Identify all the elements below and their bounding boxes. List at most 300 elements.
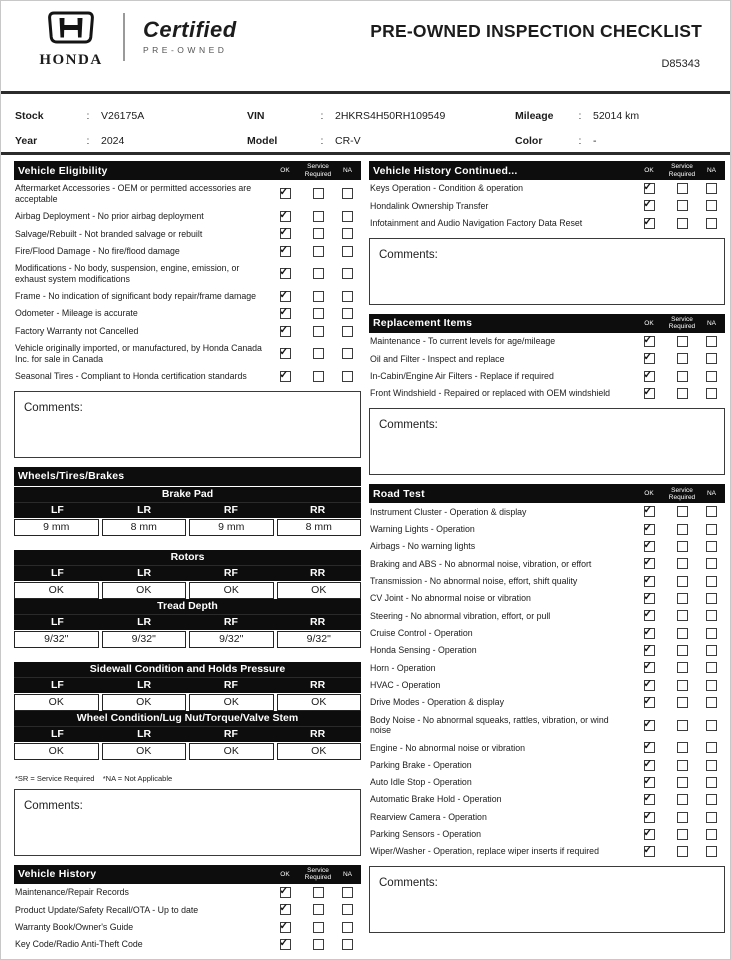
checkbox-ok-checked xyxy=(644,812,655,823)
checklist-item xyxy=(369,677,725,694)
checkbox-na xyxy=(342,904,353,915)
checkbox-ok-checked xyxy=(280,922,291,933)
checklist-item-label: Modifications - No body, suspension, engine, emission, or exhaust system modifications xyxy=(15,263,240,284)
checkbox-na xyxy=(342,922,353,933)
section-header-vehicle-history-continued xyxy=(369,161,725,180)
checkbox-cell-na xyxy=(698,506,725,517)
checklist-item xyxy=(14,322,361,339)
wheel-value-rr: OK xyxy=(277,743,362,760)
table-values-row xyxy=(14,630,361,648)
checkbox-cell-ok xyxy=(268,228,302,239)
checkbox-cell-service xyxy=(302,308,334,319)
checkbox-na xyxy=(706,742,717,753)
checkbox-cell-service xyxy=(666,541,698,552)
info-label: Stock xyxy=(15,109,44,122)
table-position-headers xyxy=(14,502,361,518)
checklist-item xyxy=(14,243,361,260)
position-header-rf: RF xyxy=(223,567,238,580)
document-number: D85343 xyxy=(661,58,700,70)
checkbox-ok-checked xyxy=(644,697,655,708)
checkbox-ok-checked xyxy=(644,541,655,552)
checkbox-na xyxy=(706,610,717,621)
checklist-item-label: Salvage/Rebuilt - Not branded salvage or rebuilt xyxy=(15,228,203,239)
table-title-sidewall-condition-and-holds-pressure: Sidewall Condition and Holds Pressure xyxy=(14,662,361,677)
checkbox-cell-na xyxy=(698,541,725,552)
checkbox-na xyxy=(342,291,353,302)
wheel-value-lr: OK xyxy=(102,694,187,711)
checkbox-cell-na xyxy=(698,200,725,211)
checkbox-service xyxy=(677,506,688,517)
table-position-headers xyxy=(14,726,361,742)
position-header-lf: LF xyxy=(50,504,64,517)
checkbox-cell-na xyxy=(334,348,361,359)
checklist-item xyxy=(369,739,725,756)
position-header-lr: LR xyxy=(137,567,152,580)
checkbox-cell-na xyxy=(698,645,725,656)
checklist-item xyxy=(369,791,725,808)
checkbox-na xyxy=(706,218,717,229)
checkbox-na xyxy=(706,593,717,604)
checkbox-na xyxy=(706,777,717,788)
checkbox-cell-na xyxy=(334,211,361,222)
checklist-item-label: CV Joint - No abnormal noise or vibration xyxy=(370,593,531,604)
checklist-item xyxy=(14,901,361,918)
checkbox-cell-na xyxy=(334,188,361,199)
checkbox-na xyxy=(706,720,717,731)
column-header-service: Service Required xyxy=(668,316,696,331)
checkbox-ok-checked xyxy=(280,228,291,239)
checklist-item-label: Warranty Book/Owner's Guide xyxy=(15,921,134,932)
checkbox-ok-checked xyxy=(644,777,655,788)
wheel-value-rf: OK xyxy=(189,694,274,711)
checkbox-cell-na xyxy=(698,777,725,788)
checkbox-cell-service xyxy=(302,211,334,222)
checklist-item xyxy=(369,607,725,624)
checkbox-service xyxy=(313,228,324,239)
position-header-rr: RR xyxy=(310,616,326,629)
info-field-vin xyxy=(247,110,515,122)
checkbox-na xyxy=(706,541,717,552)
checklist-item xyxy=(369,694,725,711)
checklist-item xyxy=(369,590,725,607)
checkbox-cell-na xyxy=(698,742,725,753)
info-value-stock: V26175A xyxy=(101,109,145,122)
checkbox-ok-checked xyxy=(280,308,291,319)
checklist-item-label: HVAC - Operation xyxy=(370,679,441,690)
checkbox-service xyxy=(677,218,688,229)
checkbox-cell-ok xyxy=(632,388,666,399)
checklist-item-label: Parking Brake - Operation xyxy=(370,759,472,770)
position-header-rr: RR xyxy=(310,679,326,692)
checkbox-cell-ok xyxy=(632,794,666,805)
checkbox-cell-ok xyxy=(632,610,666,621)
table-values-row xyxy=(14,693,361,711)
table-title-tread-depth: Tread Depth xyxy=(14,599,361,614)
checkbox-cell-service xyxy=(302,371,334,382)
checklist-item-label: Transmission - No abnormal noise, effort, shift quality xyxy=(370,576,578,586)
comments-box xyxy=(369,866,725,933)
checklist-item-label: Airbag Deployment - No prior airbag deployment xyxy=(15,211,204,222)
checkbox-service xyxy=(313,211,324,222)
checkbox-service xyxy=(677,628,688,639)
wheel-value-lf: OK xyxy=(14,743,99,760)
legend-note: *SR = Service Required *NA = Not Applicable xyxy=(15,773,173,783)
checklist-item-label: Airbags - No warning lights xyxy=(370,541,476,552)
wheel-value-lr: 9/32" xyxy=(102,631,187,648)
checklist-item xyxy=(14,884,361,901)
checkbox-cell-ok xyxy=(632,697,666,708)
checklist-item xyxy=(14,180,361,208)
comments-label: Comments: xyxy=(379,877,438,890)
checklist-item-label: Steering - No abnormal vibration, effort, or pull xyxy=(370,610,551,621)
checkbox-ok-checked xyxy=(644,524,655,535)
checkbox-cell-na xyxy=(334,887,361,898)
horizontal-rule-top xyxy=(1,91,730,94)
checklist-item-label: Body Noise - No abnormal squeaks, rattles, vibration, or wind noise xyxy=(370,714,609,736)
checkbox-cell-ok xyxy=(268,268,302,279)
position-header-rf: RF xyxy=(223,504,238,517)
checkbox-service xyxy=(677,680,688,691)
checkbox-cell-service xyxy=(666,524,698,535)
table-values-row xyxy=(14,742,361,760)
checkbox-cell-na xyxy=(698,680,725,691)
wheel-value-rf: 9 mm xyxy=(189,519,274,536)
checklist-item-label: Factory Warranty not Cancelled xyxy=(15,325,139,336)
checkbox-service xyxy=(677,742,688,753)
checkbox-na xyxy=(706,558,717,569)
info-label: Color xyxy=(515,134,543,147)
wheel-value-rr: 8 mm xyxy=(277,519,362,536)
checkbox-cell-ok xyxy=(632,720,666,731)
checkbox-service xyxy=(677,200,688,211)
checkbox-cell-service xyxy=(302,887,334,898)
checkbox-na xyxy=(706,812,717,823)
position-header-lr: LR xyxy=(137,504,152,517)
checkbox-cell-service xyxy=(666,183,698,194)
checkbox-ok-checked xyxy=(280,939,291,950)
position-header-lf: LF xyxy=(50,567,64,580)
wheel-value-rr: 9/32" xyxy=(277,631,362,648)
checkbox-na xyxy=(342,887,353,898)
table-position-headers xyxy=(14,677,361,693)
checkbox-cell-na xyxy=(698,812,725,823)
checkbox-cell-service xyxy=(666,628,698,639)
wheel-value-rr: OK xyxy=(277,582,362,599)
info-colon: : xyxy=(578,134,582,147)
checkbox-cell-service xyxy=(302,922,334,933)
checkbox-cell-service xyxy=(302,228,334,239)
position-header-rf: RF xyxy=(223,679,238,692)
checkbox-service xyxy=(677,371,688,382)
position-header-rr: RR xyxy=(310,567,326,580)
section-vehicle-history xyxy=(14,865,361,953)
checkbox-cell-ok xyxy=(632,742,666,753)
checklist-item xyxy=(369,180,725,197)
checklist-item-label: Horn - Operation xyxy=(370,662,436,673)
comments-label: Comments: xyxy=(24,799,83,812)
checklist-item-label: Oil and Filter - Inspect and replace xyxy=(370,353,505,364)
column-header-na: NA xyxy=(342,870,353,878)
info-value-year: 2024 xyxy=(101,134,125,147)
checklist-item xyxy=(369,197,725,214)
section-title: Vehicle History Continued... xyxy=(373,164,518,177)
checklist-item xyxy=(14,340,361,368)
checklist-item-label: Infotainment and Audio Navigation Factory Data Reset xyxy=(370,218,583,229)
checklist-item-label: Frame - No indication of significant body repair/frame damage xyxy=(15,291,257,302)
checklist-item xyxy=(14,936,361,953)
checkbox-ok-checked xyxy=(644,506,655,517)
checkbox-na xyxy=(706,760,717,771)
checkbox-ok-checked xyxy=(644,628,655,639)
checkbox-ok-checked xyxy=(280,246,291,257)
checkbox-cell-service xyxy=(666,760,698,771)
checkbox-ok-checked xyxy=(644,846,655,857)
checklist-item-label: Product Update/Safety Recall/OTA - Up to date xyxy=(15,904,199,915)
checklist-item-label: Auto Idle Stop - Operation xyxy=(370,777,472,788)
info-label: VIN xyxy=(247,109,265,122)
checkbox-cell-ok xyxy=(268,887,302,898)
checkbox-service xyxy=(677,558,688,569)
wheel-value-lf: OK xyxy=(14,694,99,711)
position-header-rf: RF xyxy=(223,616,238,629)
checkbox-service xyxy=(313,326,324,337)
checkbox-ok-checked xyxy=(280,326,291,337)
checkbox-cell-ok xyxy=(268,211,302,222)
position-header-rf: RF xyxy=(223,728,238,741)
checkbox-cell-service xyxy=(302,939,334,950)
checkbox-cell-ok xyxy=(632,662,666,673)
checkbox-cell-na xyxy=(698,524,725,535)
checkbox-na xyxy=(342,939,353,950)
info-label: Mileage xyxy=(515,109,554,122)
position-header-lf: LF xyxy=(50,728,64,741)
checkbox-cell-service xyxy=(302,268,334,279)
checkbox-cell-na xyxy=(334,326,361,337)
wheel-table-group xyxy=(14,662,361,760)
vehicle-info-row xyxy=(15,106,724,125)
table-title-wheel-condition-lug-nut-torque-valve-stem: Wheel Condition/Lug Nut/Torque/Valve Stem xyxy=(14,711,361,726)
section-title: Vehicle History xyxy=(18,868,97,881)
checkbox-cell-ok xyxy=(632,645,666,656)
checkbox-ok-checked xyxy=(644,336,655,347)
honda-h-icon xyxy=(46,11,96,51)
checkbox-na xyxy=(706,697,717,708)
checkbox-ok-checked xyxy=(280,348,291,359)
checkbox-service xyxy=(677,336,688,347)
checkbox-cell-na xyxy=(334,291,361,302)
checkbox-ok-checked xyxy=(644,576,655,587)
column-header-ok: OK xyxy=(644,319,654,327)
position-header-lr: LR xyxy=(137,616,152,629)
checklist-item xyxy=(369,215,725,232)
wheel-value-lf: 9/32" xyxy=(14,631,99,648)
checkbox-cell-ok xyxy=(268,188,302,199)
checkbox-cell-ok xyxy=(632,353,666,364)
checkbox-cell-service xyxy=(666,812,698,823)
checkbox-service xyxy=(313,246,324,257)
section-vehicle-history-continued xyxy=(369,161,725,232)
checkbox-cell-ok xyxy=(268,922,302,933)
checkbox-cell-service xyxy=(302,348,334,359)
checkbox-na xyxy=(706,846,717,857)
checkbox-service xyxy=(313,887,324,898)
checkbox-ok-checked xyxy=(644,388,655,399)
checklist-item xyxy=(369,538,725,555)
checkbox-service xyxy=(313,904,324,915)
checkbox-cell-ok xyxy=(268,308,302,319)
checkbox-service xyxy=(677,593,688,604)
checklist-item-label: Honda Sensing - Operation xyxy=(370,645,477,656)
position-header-rr: RR xyxy=(310,504,326,517)
checklist-item-label: Warning Lights - Operation xyxy=(370,524,475,535)
checklist-item xyxy=(14,208,361,225)
checkbox-na xyxy=(342,371,353,382)
checklist-item xyxy=(369,756,725,773)
checklist-item xyxy=(369,808,725,825)
table-position-headers xyxy=(14,614,361,630)
checkbox-cell-ok xyxy=(268,246,302,257)
certified-text: Certified xyxy=(143,17,237,42)
checkbox-na xyxy=(342,326,353,337)
checklist-item-label: Cruise Control - Operation xyxy=(370,627,473,638)
checkbox-cell-ok xyxy=(632,371,666,382)
checkbox-cell-service xyxy=(666,371,698,382)
checklist-item xyxy=(369,333,725,350)
checkbox-cell-na xyxy=(698,218,725,229)
checkbox-cell-na xyxy=(698,760,725,771)
checkbox-service xyxy=(677,829,688,840)
checkbox-cell-service xyxy=(666,846,698,857)
checklist-item xyxy=(369,368,725,385)
checkbox-cell-ok xyxy=(632,524,666,535)
checklist-item-label: Maintenance - To current levels for age/mileage xyxy=(370,336,556,347)
checkbox-na xyxy=(706,628,717,639)
checkbox-cell-service xyxy=(302,904,334,915)
checkbox-service xyxy=(677,662,688,673)
checkbox-ok-checked xyxy=(644,353,655,364)
checkbox-cell-na xyxy=(698,371,725,382)
wheel-value-rf: OK xyxy=(189,582,274,599)
checkbox-cell-na xyxy=(334,939,361,950)
wheel-value-rr: OK xyxy=(277,694,362,711)
header-divider xyxy=(123,13,125,61)
checkbox-cell-service xyxy=(666,610,698,621)
checklist-item-label: Parking Sensors - Operation xyxy=(370,829,481,840)
checkbox-cell-na xyxy=(698,628,725,639)
checklist-item-label: Fire/Flood Damage - No fire/flood damage xyxy=(15,245,180,256)
checkbox-cell-service xyxy=(666,662,698,673)
column-header-service: Service Required xyxy=(304,867,332,882)
checklist-item-label: Automatic Brake Hold - Operation xyxy=(370,794,502,805)
checklist-item xyxy=(14,225,361,242)
checkbox-na xyxy=(706,183,717,194)
horizontal-rule-info xyxy=(1,152,730,155)
section-title: Vehicle Eligibility xyxy=(18,164,108,177)
checkbox-cell-ok xyxy=(632,183,666,194)
document-header xyxy=(1,1,730,92)
info-value-model: CR-V xyxy=(335,134,361,147)
brand-name: HONDA xyxy=(39,52,103,68)
checkbox-service xyxy=(677,610,688,621)
wheel-value-lr: OK xyxy=(102,743,187,760)
checkbox-cell-ok xyxy=(268,939,302,950)
column-header-ok: OK xyxy=(644,490,654,498)
right-column xyxy=(369,161,725,942)
wheel-value-lf: 9 mm xyxy=(14,519,99,536)
checkbox-cell-ok xyxy=(268,348,302,359)
checklist-item-label: Vehicle originally imported, or manufactured, by Honda Canada Inc. for sale in Canada xyxy=(15,343,262,364)
checklist-item xyxy=(369,521,725,538)
checklist-item xyxy=(369,843,725,860)
checklist-item-label: Hondalink Ownership Transfer xyxy=(370,200,489,211)
checkbox-ok-checked xyxy=(644,371,655,382)
checklist-item-label: Instrument Cluster - Operation & display xyxy=(370,506,527,517)
checkbox-service xyxy=(677,541,688,552)
section-replacement-items xyxy=(369,314,725,402)
left-column xyxy=(14,161,361,953)
checklist-item-label: Odometer - Mileage is accurate xyxy=(15,308,138,319)
checkbox-service xyxy=(677,720,688,731)
checkbox-cell-ok xyxy=(632,812,666,823)
checklist-item xyxy=(14,288,361,305)
checkbox-service xyxy=(677,524,688,535)
checkbox-ok-checked xyxy=(280,188,291,199)
checkbox-cell-ok xyxy=(268,904,302,915)
column-header-ok: OK xyxy=(280,870,290,878)
info-value-mileage: 52014 km xyxy=(593,109,640,122)
column-header-ok: OK xyxy=(644,166,654,174)
info-field-stock xyxy=(15,110,247,122)
checklist-item xyxy=(369,573,725,590)
table-values-row xyxy=(14,581,361,599)
checkbox-cell-ok xyxy=(632,846,666,857)
checkbox-service xyxy=(313,188,324,199)
checklist-item xyxy=(369,350,725,367)
checklist-item xyxy=(14,368,361,385)
wheel-table-group xyxy=(14,550,361,648)
checkbox-service xyxy=(677,645,688,656)
checkbox-cell-na xyxy=(334,904,361,915)
checkbox-cell-ok xyxy=(268,371,302,382)
checkbox-cell-service xyxy=(302,291,334,302)
info-colon: : xyxy=(320,134,324,147)
checkbox-cell-service xyxy=(666,794,698,805)
checkbox-na xyxy=(706,829,717,840)
section-header-vehicle-history xyxy=(14,865,361,884)
section-header-replacement-items xyxy=(369,314,725,333)
checkbox-na xyxy=(706,506,717,517)
checkbox-cell-service xyxy=(666,218,698,229)
checklist-item xyxy=(369,659,725,676)
info-colon: : xyxy=(320,109,324,122)
checkbox-ok-checked xyxy=(644,720,655,731)
checkbox-ok-checked xyxy=(280,904,291,915)
checkbox-service xyxy=(677,183,688,194)
checkbox-cell-service xyxy=(666,353,698,364)
checkbox-cell-ok xyxy=(632,628,666,639)
checkbox-cell-na xyxy=(334,371,361,382)
checkbox-ok-checked xyxy=(644,742,655,753)
position-header-lr: LR xyxy=(137,728,152,741)
checkbox-cell-ok xyxy=(268,326,302,337)
checkbox-cell-service xyxy=(666,200,698,211)
column-header-na: NA xyxy=(706,166,717,174)
checkbox-na xyxy=(706,336,717,347)
checkbox-cell-service xyxy=(666,720,698,731)
preowned-text: PRE-OWNED xyxy=(143,45,228,55)
table-title-brake-pad: Brake Pad xyxy=(14,487,361,502)
checkbox-cell-ok xyxy=(632,680,666,691)
